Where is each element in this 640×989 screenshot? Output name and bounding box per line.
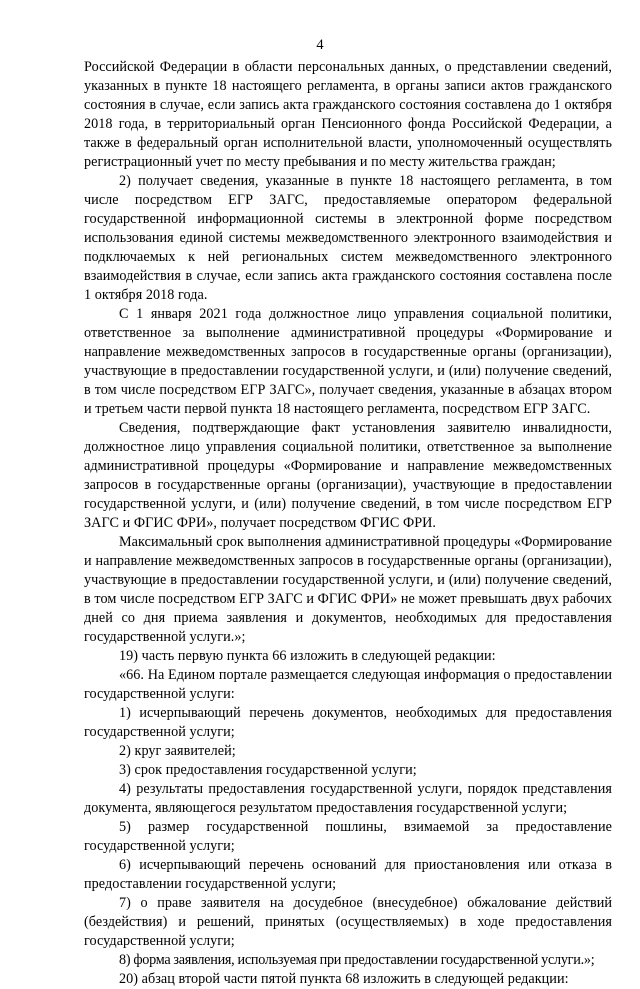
list-item-8: 8) форма заявления, используемая при предоставлении государственной услуги.»;	[119, 952, 595, 968]
document-body	[84, 58, 612, 989]
list-item-4: 4) результаты предоставления государственной услуги, порядок представления документа, являющегося результатом предоставления государственной услуги;	[84, 781, 612, 816]
paragraph-max-term: Максимальный срок выполнения административной процедуры «Формирование и направление межведомственных запросов в государственные органы (организации), участвующие в предоставлении государственной услуги, и (или) получение сведений, в том числе посредством ЕГР ЗАГС и ФГИС ФРИ» не может превышать двух рабочих дней со дня приема заявления и документов, необходимых для предоставления государственной услуги.»;	[84, 534, 612, 645]
paragraph-amendment-19: 19) часть первую пункта 66 изложить в следующей редакции:	[119, 648, 496, 664]
paragraph-point-66: «66. На Едином портале размещается следующая информация о предоставлении государственной услуги:	[84, 667, 612, 702]
list-item-5: 5) размер государственной пошлины, взимаемой за предоставление государственной услуги;	[84, 819, 612, 854]
paragraph-disability-info: Сведения, подтверждающие факт установления заявителю инвалидности, должностное лицо управления социальной политики, ответственное за выполнение административной процедуры «Формирование и направление межведомственных запросов в государственные органы (организации), участвующие в предоставлении государственной услуги, и (или) получение сведений, в том числе посредством ЕГР ЗАГС и ФГИС ФРИ», получает посредством ФГИС ФРИ.	[84, 420, 612, 531]
list-item-1: 1) исчерпывающий перечень документов, необходимых для предоставления государственной услуги;	[84, 705, 612, 740]
paragraph-amendment-20: 20) абзац второй части пятой пункта 68 изложить в следующей редакции:	[119, 971, 569, 987]
paragraph-item-2: 2) получает сведения, указанные в пункте 18 настоящего регламента, в том числе посредством ЕГР ЗАГС, предоставляемые оператором федеральной государственной информационной системы в электронной форме посредством использования единой системы межведомственного электронного взаимодействия и подключаемых к ней региональных систем межведомственного электронного взаимодействия в случае, если запись акта гражданского состояния составлена после 1 октября 2018 года.	[84, 173, 612, 303]
list-item-7: 7) о праве заявителя на досудебное (внесудебное) обжалование действий (бездействия) и решений, принятых (осуществляемых) в ходе предоставления государственной услуги;	[84, 895, 612, 949]
page-number: 4	[316, 37, 324, 53]
paragraph-from-2021: С 1 января 2021 года должностное лицо управления социальной политики, ответственное за выполнение административной процедуры «Формирование и направление межведомственных запросов в государственные органы (организации), участвующие в предоставлении государственной услуги, и (или) получение сведений, в том числе посредством ЕГР ЗАГС», получает сведения, указанные в абзацах втором и третьем части первой пункта 18 настоящего регламента, посредством ЕГР ЗАГС.	[84, 306, 612, 417]
list-item-6: 6) исчерпывающий перечень оснований для приостановления или отказа в предоставлении государственной услуги;	[84, 857, 612, 892]
list-item-3: 3) срок предоставления государственной услуги;	[119, 762, 417, 778]
list-item-2: 2) круг заявителей;	[119, 743, 236, 759]
paragraph-continuation: Российской Федерации в области персональных данных, о представлении сведений, указанных в пункте 18 настоящего регламента, в органы записи актов гражданского состояния в случае, если запись акта гражданского состояния составлена до 1 октября 2018 года, в территориальный орган Пенсионного фонда Российской Федерации, а также в федеральный орган исполнительной власти, уполномоченный осуществлять регистрационный учет по месту пребывания и по месту жительства граждан;	[84, 59, 612, 170]
